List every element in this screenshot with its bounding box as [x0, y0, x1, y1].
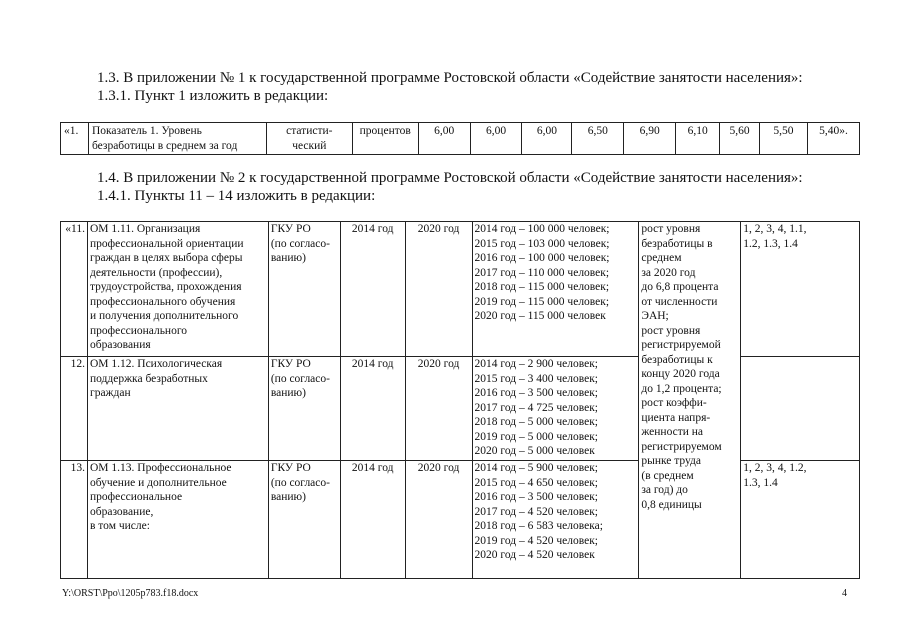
measures-table — [60, 221, 860, 579]
value-cell: 6,00 — [418, 123, 470, 155]
measure-name: ОМ 1.12. Психологическая поддержка безработных граждан — [87, 357, 268, 461]
page-number: 4 — [842, 588, 847, 599]
heading-1-3-1: 1.3.1. Пункт 1 изложить в редакции: — [97, 88, 329, 104]
start-year: 2014 год — [340, 222, 405, 357]
row-number: «11. — [61, 222, 88, 357]
indicator-unit: процентов — [352, 123, 418, 155]
indicator-table — [60, 122, 860, 155]
executor: ГКУ РО (по согласо- ванию) — [268, 357, 340, 461]
value-cell: 6,00 — [522, 123, 572, 155]
end-year: 2020 год — [405, 222, 472, 357]
row-number: 13. — [61, 461, 88, 579]
heading-1-4-1: 1.4.1. Пункты 11 – 14 изложить в редакции: — [97, 188, 376, 204]
end-year: 2020 год — [405, 461, 472, 579]
value-cell: 5,40». — [807, 123, 859, 155]
indicator-links: 1, 2, 3, 4, 1.2, 1.3, 1.4 — [741, 461, 860, 579]
heading-1-3: 1.3. В приложении № 1 к государственной программе Ростовской области «Содействие занятости населения»: — [97, 70, 803, 86]
row-number: 12. — [61, 357, 88, 461]
indicator-links: 1, 2, 3, 4, 1.1, 1.2, 1.3, 1.4 — [741, 222, 860, 357]
indicator-type: статисти- ческий — [266, 123, 352, 155]
executor: ГКУ РО (по согласо- ванию) — [268, 222, 340, 357]
expected-result: 2014 год – 100 000 человек; 2015 год – 103 000 человек; 2016 год – 100 000 человек; 2017 год – 110 000 человек; 2018 год – 115 000 человек; 2019 год – 115 000 человек; 2020 год – 115 000 человек — [472, 222, 639, 357]
indicator-links — [741, 357, 860, 461]
table-row — [61, 123, 860, 155]
end-year: 2020 год — [405, 357, 472, 461]
expected-result: 2014 год – 2 900 человек; 2015 год – 3 400 человек; 2016 год – 3 500 человек; 2017 год – 4 725 человек; 2018 год – 5 000 человек; 2019 год – 5 000 человек; 2020 год – 5 000 человек — [472, 357, 639, 461]
measure-name: ОМ 1.13. Профессиональное обучение и дополнительное профессиональное образование, в том числе: — [87, 461, 268, 579]
value-cell: 5,60 — [720, 123, 760, 155]
start-year: 2014 год — [340, 461, 405, 579]
footer-file-path: Y:\ORST\Ppo\1205p783.f18.docx — [62, 588, 199, 599]
expected-result: 2014 год – 5 900 человек; 2015 год – 4 650 человек; 2016 год – 3 500 человек; 2017 год – 4 520 человек; 2018 год – 6 583 человека; 2019 год – 4 520 человек; 2020 год – 4 520 человек — [472, 461, 639, 579]
non-implementation-effect: рост уровня безработицы в среднем за 2020 год до 6,8 процента от численности ЭАН; рост уровня регистрируемой безработицы к концу 2020 года до 1,2 процента; рост коэффи- циента напря- женности на регистрируемом рынке труда (в среднем за год) до 0,8 единицы — [639, 222, 741, 579]
indicator-name: Показатель 1. Уровень безработицы в среднем за год — [88, 123, 266, 155]
start-year: 2014 год — [340, 357, 405, 461]
value-cell: 6,90 — [624, 123, 676, 155]
value-cell: 6,10 — [676, 123, 720, 155]
row-number: «1. — [61, 123, 89, 155]
value-cell: 5,50 — [760, 123, 808, 155]
executor: ГКУ РО (по согласо- ванию) — [268, 461, 340, 579]
heading-1-4: 1.4. В приложении № 2 к государственной программе Ростовской области «Содействие занятости населения»: — [97, 170, 803, 186]
measure-name: ОМ 1.11. Организация профессиональной ориентации граждан в целях выбора сферы деятельности (профессии), трудоустройства, прохождения профессионального обучения и получения дополнительного профессионального образования — [87, 222, 268, 357]
value-cell: 6,00 — [470, 123, 522, 155]
value-cell: 6,50 — [572, 123, 624, 155]
table-row — [61, 222, 860, 357]
